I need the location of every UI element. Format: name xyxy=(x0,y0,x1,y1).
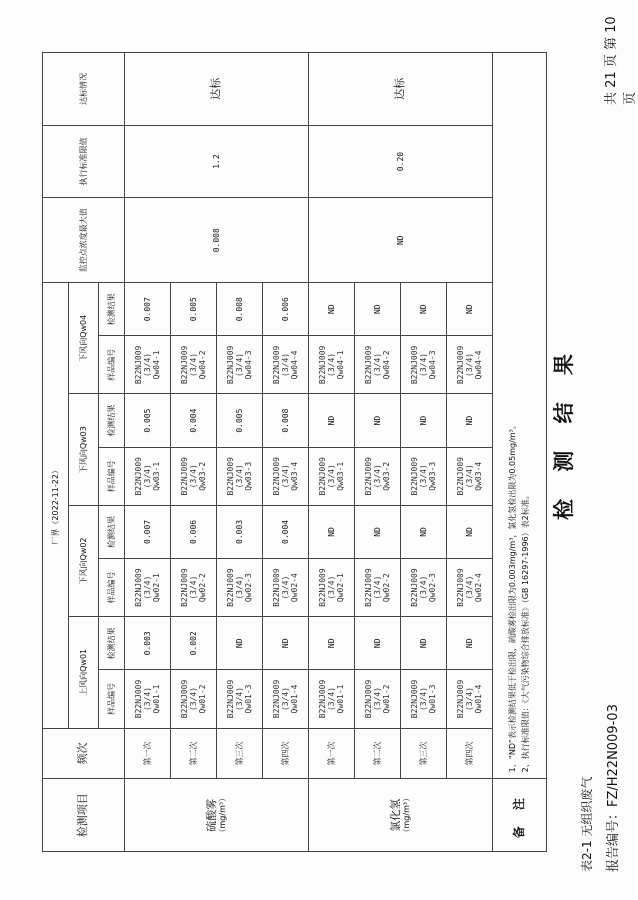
sample-no-cell xyxy=(125,559,171,617)
result-cell: 0.004 xyxy=(263,505,309,558)
sample-no-line: B22NJ009 xyxy=(363,568,373,607)
sample-no-line: Qw02-4 xyxy=(474,573,484,603)
sample-no-line: Qw04-1 xyxy=(336,350,346,380)
header-point: 下风向Qw03 xyxy=(69,394,99,505)
result-cell: 0.007 xyxy=(125,283,171,336)
header-result: 检测结果 xyxy=(99,283,125,336)
sample-no-line: (3/4) xyxy=(188,575,198,600)
sample-no-line: Qw04-2 xyxy=(382,350,392,380)
sample-no-line: (3/4) xyxy=(280,575,290,600)
sample-no-line: Qw01-3 xyxy=(244,684,254,714)
sample-no-cell xyxy=(217,336,263,394)
result-cell: 0.007 xyxy=(125,505,171,558)
sample-no-line: B22NJ009 xyxy=(133,457,143,496)
result-cell: ND xyxy=(447,394,493,447)
frequency-cell: 第二次 xyxy=(171,728,217,779)
sample-no-cell xyxy=(309,336,355,394)
sample-no-cell xyxy=(309,670,355,728)
limit-cell: 1.2 xyxy=(125,125,309,198)
sample-no-line: B22NJ009 xyxy=(225,345,235,385)
sample-no-line: Qw02-2 xyxy=(382,573,392,603)
sample-no-line: (3/4) xyxy=(142,352,152,377)
sample-no-line: B22NJ009 xyxy=(317,345,327,385)
sample-no-line: (3/4) xyxy=(418,575,428,600)
report-number: 报告编号：FZ/H22N009-03 xyxy=(606,704,621,872)
sample-no-cell xyxy=(217,559,263,617)
sample-no-cell xyxy=(217,447,263,505)
result-cell: 0.002 xyxy=(171,617,217,670)
result-cell: ND xyxy=(309,394,355,447)
sample-no-cell xyxy=(263,336,309,394)
sample-no-line: (3/4) xyxy=(418,464,428,489)
sample-no-line: (3/4) xyxy=(234,352,244,377)
header-result: 检测结果 xyxy=(99,394,125,447)
sample-no-line: B22NJ009 xyxy=(271,679,281,719)
page-info: 共 21 页 第 10 页 xyxy=(604,16,638,105)
result-cell: ND xyxy=(355,394,401,447)
sample-no-line: Qw04-4 xyxy=(290,350,300,380)
remark-note: 2、执行标准限值：《大气污染物综合排放标准》（GB 16297-1996）表2标准。 xyxy=(520,491,530,773)
sample-no-line: (3/4) xyxy=(234,686,244,712)
sample-no-line: (3/4) xyxy=(326,352,336,377)
sample-no-line: B22NJ009 xyxy=(455,568,465,607)
result-cell: ND xyxy=(447,283,493,336)
result-cell: ND xyxy=(217,617,263,670)
result-cell: 0.005 xyxy=(125,394,171,447)
sample-no-line: (3/4) xyxy=(188,464,198,489)
result-cell: ND xyxy=(401,394,447,447)
sample-no-line: Qw04-4 xyxy=(474,350,484,380)
sample-no-cell xyxy=(355,670,401,728)
sample-no-line: (3/4) xyxy=(372,686,382,712)
sample-no-cell xyxy=(171,559,217,617)
sample-no-line: Qw02-1 xyxy=(152,573,162,603)
result-cell: ND xyxy=(401,617,447,670)
sample-no-cell xyxy=(447,447,493,505)
sample-no-cell xyxy=(447,559,493,617)
sample-no-line: B22NJ009 xyxy=(225,457,235,496)
sample-no-line: (3/4) xyxy=(464,686,474,712)
sample-no-line: (3/4) xyxy=(188,686,198,712)
sample-no-line: (3/4) xyxy=(326,686,336,712)
sample-no-line: B22NJ009 xyxy=(133,568,143,607)
sample-no-line: Qw01-3 xyxy=(428,684,438,714)
remark-notes xyxy=(493,53,547,779)
result-cell: 0.008 xyxy=(263,394,309,447)
result-cell: ND xyxy=(355,505,401,558)
frequency-cell: 第三次 xyxy=(401,728,447,779)
sample-no-line: B22NJ009 xyxy=(225,679,235,719)
sample-no-line: B22NJ009 xyxy=(455,457,465,496)
item-name: 氯化氢 xyxy=(388,798,402,832)
sample-no-line: B22NJ009 xyxy=(409,345,419,385)
sample-no-cell xyxy=(125,670,171,728)
item-name-cell xyxy=(125,779,309,852)
result-cell: ND xyxy=(355,617,401,670)
frequency-cell: 第一次 xyxy=(309,728,355,779)
sample-no-line: B22NJ009 xyxy=(317,568,327,607)
sample-no-line: B22NJ009 xyxy=(271,457,281,496)
sample-no-cell xyxy=(309,447,355,505)
sample-no-line: (3/4) xyxy=(188,352,198,377)
table-title: 表2-1 无组织废气 xyxy=(580,776,594,872)
result-cell: 0.004 xyxy=(171,394,217,447)
sample-no-line: B22NJ009 xyxy=(271,568,281,607)
sample-no-line: B22NJ009 xyxy=(179,457,189,496)
remark-label: 备 注 xyxy=(493,779,547,852)
result-cell: 0.003 xyxy=(217,505,263,558)
sample-no-line: B22NJ009 xyxy=(179,568,189,607)
sample-no-cell xyxy=(263,447,309,505)
header-point: 下风向Qw02 xyxy=(69,505,99,616)
header-result: 检测结果 xyxy=(99,617,125,670)
frequency-cell: 第一次 xyxy=(125,728,171,779)
sample-no-line: Qw03-2 xyxy=(382,461,392,491)
sample-no-line: Qw02-3 xyxy=(244,573,254,603)
header-row xyxy=(43,53,69,852)
sample-no-line: Qw04-3 xyxy=(244,350,254,380)
sample-no-cell xyxy=(171,670,217,728)
sample-no-line: Qw03-3 xyxy=(428,461,438,491)
result-cell: 0.005 xyxy=(217,394,263,447)
frequency-cell: 第四次 xyxy=(447,728,493,779)
frequency-cell: 第二次 xyxy=(355,728,401,779)
sample-no-line: (3/4) xyxy=(326,575,336,600)
sample-no-cell xyxy=(401,336,447,394)
sample-no-line: (3/4) xyxy=(418,686,428,712)
header-sample-no: 样品编号 xyxy=(99,447,125,505)
sample-no-line: Qw01-2 xyxy=(382,684,392,714)
item-unit: （mg/m³） xyxy=(218,793,228,837)
item-unit: （mg/m³） xyxy=(402,793,412,837)
table-row xyxy=(309,53,355,852)
limit-cell: 0.20 xyxy=(309,125,493,198)
sample-no-line: (3/4) xyxy=(142,686,152,712)
sample-no-line: B22NJ009 xyxy=(409,457,419,496)
sample-no-line: Qw03-2 xyxy=(198,461,208,491)
sample-no-line: B22NJ009 xyxy=(133,345,143,385)
sample-no-line: (3/4) xyxy=(464,464,474,489)
frequency-cell: 第四次 xyxy=(263,728,309,779)
result-cell: ND xyxy=(309,617,355,670)
sample-no-cell xyxy=(355,447,401,505)
sample-no-line: (3/4) xyxy=(326,464,336,489)
sample-no-line: (3/4) xyxy=(234,575,244,600)
header-item: 检测项目 xyxy=(43,779,125,852)
sample-no-line: Qw01-1 xyxy=(152,684,162,714)
result-cell: 0.006 xyxy=(263,283,309,336)
max-value-cell: 0.008 xyxy=(125,198,309,283)
frequency-cell: 第三次 xyxy=(217,728,263,779)
header-sample-no: 样品编号 xyxy=(99,670,125,728)
sample-no-line: (3/4) xyxy=(280,464,290,489)
sample-no-cell xyxy=(401,447,447,505)
header-result: 检测结果 xyxy=(99,505,125,558)
sample-no-cell xyxy=(355,336,401,394)
sample-no-line: Qw04-3 xyxy=(428,350,438,380)
result-cell: ND xyxy=(401,505,447,558)
table-row xyxy=(125,53,171,852)
sample-no-cell xyxy=(125,447,171,505)
sample-no-line: (3/4) xyxy=(142,464,152,489)
sample-no-line: Qw01-4 xyxy=(290,684,300,714)
sample-no-line: (3/4) xyxy=(280,352,290,377)
sample-no-line: B22NJ009 xyxy=(455,679,465,719)
sample-no-cell xyxy=(401,670,447,728)
results-table xyxy=(42,52,547,852)
remark-row xyxy=(493,53,547,852)
header-point: 上风向Qw01 xyxy=(69,617,99,728)
sample-no-line: B22NJ009 xyxy=(317,457,327,496)
sample-no-line: B22NJ009 xyxy=(363,679,373,719)
header-sample-no: 样品编号 xyxy=(99,336,125,394)
header-status: 达标情况 xyxy=(43,53,125,126)
sample-no-line: (3/4) xyxy=(280,686,290,712)
sample-no-line: (3/4) xyxy=(464,352,474,377)
sample-no-line: Qw01-2 xyxy=(198,684,208,714)
header-frequency: 频次 xyxy=(43,728,125,779)
sample-no-line: B22NJ009 xyxy=(317,679,327,719)
sample-no-cell xyxy=(217,670,263,728)
sample-no-line: (3/4) xyxy=(418,352,428,377)
sample-no-line: Qw02-2 xyxy=(198,573,208,603)
result-cell: 0.003 xyxy=(125,617,171,670)
sample-no-line: Qw03-4 xyxy=(290,461,300,491)
sample-no-cell xyxy=(309,559,355,617)
sample-no-line: Qw04-2 xyxy=(198,350,208,380)
header-limit: 执行标准限值 xyxy=(43,125,125,198)
result-cell: ND xyxy=(309,505,355,558)
sample-no-cell xyxy=(355,559,401,617)
sample-no-line: Qw01-1 xyxy=(336,684,346,714)
sample-no-line: B22NJ009 xyxy=(133,679,143,719)
status-cell: 达标 xyxy=(309,53,493,126)
sample-no-cell xyxy=(125,336,171,394)
sample-no-cell xyxy=(171,336,217,394)
result-cell: ND xyxy=(447,505,493,558)
result-cell: 0.008 xyxy=(217,283,263,336)
item-name: 硫酸雾 xyxy=(204,798,218,832)
sample-no-line: (3/4) xyxy=(142,575,152,600)
result-cell: 0.006 xyxy=(171,505,217,558)
sample-no-line: Qw02-3 xyxy=(428,573,438,603)
sample-no-cell xyxy=(171,447,217,505)
status-cell: 达标 xyxy=(125,53,309,126)
sample-no-line: B22NJ009 xyxy=(363,345,373,385)
result-cell: 0.005 xyxy=(171,283,217,336)
sample-no-line: B22NJ009 xyxy=(455,345,465,385)
sample-no-line: B22NJ009 xyxy=(363,457,373,496)
sample-no-line: Qw03-4 xyxy=(474,461,484,491)
sample-no-line: (3/4) xyxy=(464,575,474,600)
sample-no-line: Qw02-4 xyxy=(290,573,300,603)
sample-no-line: B22NJ009 xyxy=(409,568,419,607)
sample-no-cell xyxy=(263,559,309,617)
header-max: 监控点浓度最大值 xyxy=(43,198,125,283)
sample-no-line: (3/4) xyxy=(372,464,382,489)
sample-no-line: B22NJ009 xyxy=(179,679,189,719)
sample-no-cell xyxy=(263,670,309,728)
result-cell: ND xyxy=(309,283,355,336)
sample-no-cell xyxy=(401,559,447,617)
sample-no-line: (3/4) xyxy=(234,464,244,489)
sample-no-line: Qw03-1 xyxy=(336,461,346,491)
sample-no-line: Qw03-3 xyxy=(244,461,254,491)
header-point: 下风向Qw04 xyxy=(69,283,99,394)
result-cell: ND xyxy=(447,617,493,670)
header-sample-no: 样品编号 xyxy=(99,559,125,617)
remark-note: 1、“ND”表示检测结果低于检出限，硫酸雾检出限为0.003mg/m³，氯化氢检出限为0.05mg/m³。 xyxy=(507,421,517,773)
sample-no-line: Qw03-1 xyxy=(152,461,162,491)
sample-no-cell xyxy=(447,670,493,728)
max-value-cell: ND xyxy=(309,198,493,283)
item-name-cell xyxy=(309,779,493,852)
sample-no-line: B22NJ009 xyxy=(179,345,189,385)
result-cell: ND xyxy=(355,283,401,336)
sample-no-line: Qw04-1 xyxy=(152,350,162,380)
sample-no-line: B22NJ009 xyxy=(271,345,281,385)
sample-no-line: Qw02-1 xyxy=(336,573,346,603)
sample-no-line: B22NJ009 xyxy=(225,568,235,607)
sample-no-cell xyxy=(447,336,493,394)
result-cell: ND xyxy=(263,617,309,670)
sample-no-line: B22NJ009 xyxy=(409,679,419,719)
result-cell: ND xyxy=(401,283,447,336)
header-plant-date: 厂界（2022-11-22） xyxy=(43,283,69,728)
page-title: 检 测 结 果 xyxy=(552,344,576,520)
sample-no-line: (3/4) xyxy=(372,575,382,600)
sample-no-line: Qw01-4 xyxy=(474,684,484,714)
sample-no-line: (3/4) xyxy=(372,352,382,377)
